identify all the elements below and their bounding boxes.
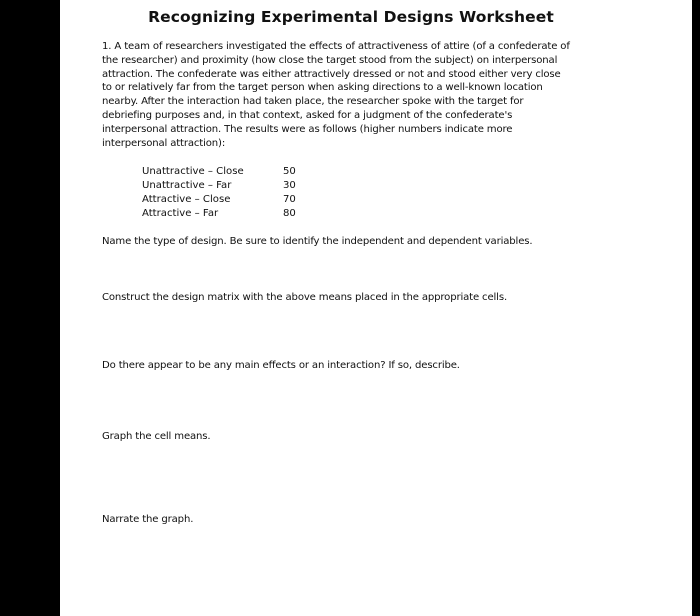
worksheet-page [60,0,692,616]
question-effects: Do there appear to be any main effects or an interaction? If so, describe. [102,360,460,371]
condition-label: Unattractive – Close [142,166,244,177]
results-row [142,165,302,179]
results-row [142,207,302,221]
worksheet-title: Recognizing Experimental Designs Worksheet [148,8,554,26]
question-design-type: Name the type of design. Be sure to identify the independent and dependent variables. [102,236,533,247]
results-table [142,165,302,221]
question-narrate: Narrate the graph. [102,514,194,525]
condition-label: Attractive – Close [142,194,231,205]
condition-value: 30 [282,180,296,191]
question-1-text: 1. A team of researchers investigated the effects of attractiveness of attire (of a confederate of the researcher) and proximity (how close the target stood from the subject) on interpersonal attraction. The confederate was either attractively dressed or not and stood either very close to or relatively far from the target person when asking directions to a well-known location nearby. After the interaction had taken place, the researcher spoke with the target for debriefing purposes and, in that context, asked for a judgment of the confederate's interpersonal attraction. The results were as follows (higher numbers indicate more interpersonal attraction): [102,41,570,149]
condition-value: 70 [282,194,296,205]
results-row [142,179,302,193]
condition-label: Unattractive – Far [142,180,232,191]
condition-value: 50 [282,166,296,177]
results-row [142,193,302,207]
condition-value: 80 [282,208,296,219]
question-design-matrix: Construct the design matrix with the above means placed in the appropriate cells. [102,292,507,303]
condition-label: Attractive – Far [142,208,219,219]
question-graph: Graph the cell means. [102,431,211,442]
